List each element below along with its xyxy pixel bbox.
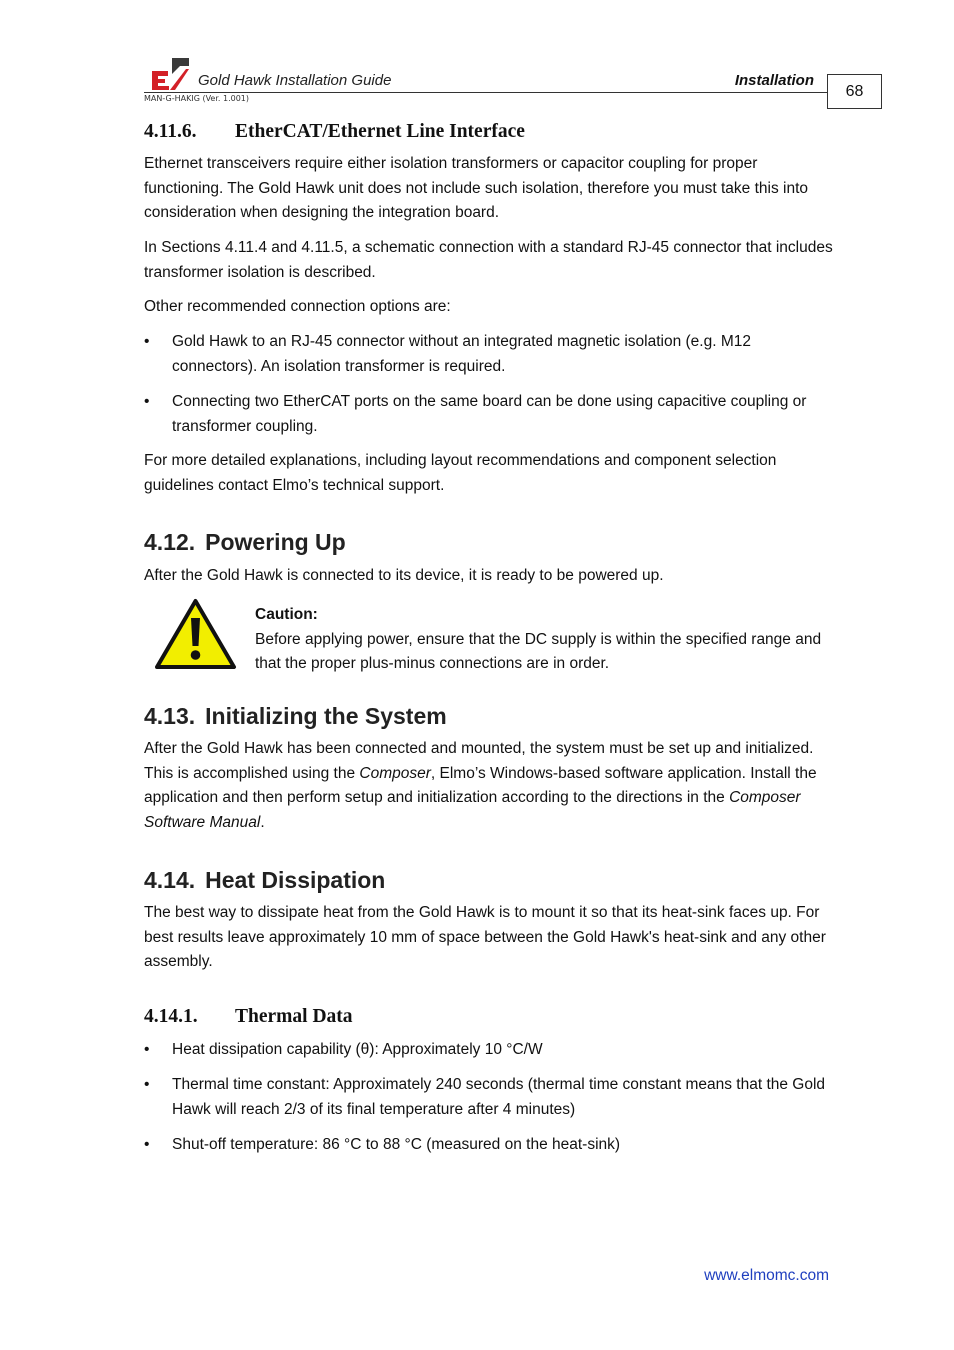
paragraph (144, 564, 834, 589)
caution-text: Before applying power, ensure that the DC supply is within the specified range and that the proper plus-minus connections are in order. (255, 630, 822, 673)
text-run: . (260, 813, 265, 831)
header-divider (144, 92, 827, 93)
paragraph (144, 737, 834, 835)
heading-4-11-6 (144, 121, 525, 143)
list-item-text: Connecting two EtherCAT ports on the same board can be done using capacitive coupling or transformer coupling. (172, 393, 807, 435)
caution-box (255, 603, 835, 677)
paragraph-text: The best way to dissipate heat from the Gold Hawk is to mount it so that its heat-sink faces up. For best results leave approximately 10 mm of space between the Gold Hawk's heat-sink and any other assembly. (144, 904, 826, 971)
list-item-text: Gold Hawk to an RJ-45 connector without an integrated magnetic isolation (e.g. M12 connectors). An isolation transformer is required. (172, 333, 751, 375)
page-number: 68 (827, 74, 882, 109)
text-run: After the Gold Hawk has been connected and mounted, the system must be set up and initialized. This is accomplished using the (144, 740, 814, 782)
heading-number: 4.14. (144, 867, 196, 893)
paragraph-text: Other recommended connection options are: (144, 298, 451, 315)
heading-title: Powering Up (205, 529, 346, 555)
heading-title: Heat Dissipation (205, 867, 386, 893)
heading-number: 4.13. (144, 703, 196, 729)
composer-emphasis: Composer (359, 764, 431, 782)
bullet-icon: • (144, 393, 150, 410)
paragraph-text: Ethernet transceivers require either isolation transformers or capacitor coupling for proper functioning. The Gold Hawk unit does not include such isolation, therefore you must take this into consideration when designing the integration board. (144, 155, 809, 222)
doc-title: Gold Hawk Installation Guide (198, 72, 392, 89)
bullet-icon: • (144, 1076, 150, 1093)
heading-number: 4.11.6. (144, 121, 197, 142)
bullet-icon: • (144, 1136, 150, 1153)
doc-code: MAN-G-HAKIG (Ver. 1.001) (144, 94, 250, 103)
paragraph (144, 449, 834, 498)
paragraph (144, 152, 834, 226)
heading-title: EtherCAT/Ethernet Line Interface (235, 121, 525, 142)
heading-number: 4.12. (144, 529, 196, 555)
text-run: , Elmo’s Windows-based software application. Install the application and then perform setup and initialization according to the directions in the (144, 764, 817, 807)
paragraph-text: After the Gold Hawk is connected to its device, it is ready to be powered up. (144, 567, 664, 584)
heading-title: Initializing the System (205, 703, 447, 729)
manual-emphasis: Composer Software Manual (144, 789, 801, 831)
bullet-icon: • (144, 333, 150, 350)
paragraph (144, 236, 834, 285)
paragraph (144, 901, 834, 975)
paragraph (144, 295, 834, 320)
paragraph-text: For more detailed explanations, including layout recommendations and component selection guidelines contact Elmo’s technical support. (144, 452, 777, 494)
section-label: Installation (734, 72, 814, 89)
caution-title: Caution: (255, 606, 318, 623)
heading-number: 4.14.1. (144, 1006, 198, 1027)
heading-title: Thermal Data (235, 1006, 353, 1027)
paragraph-text (144, 737, 834, 835)
paragraph-text: In Sections 4.11.4 and 4.11.5, a schematic connection with a standard RJ-45 connector that includes transformer isolation is described. (144, 239, 833, 281)
list-item-text: Shut-off temperature: 86 °C to 88 °C (measured on the heat-sink) (172, 1136, 621, 1153)
heading-4-14 (144, 867, 385, 894)
website-link[interactable]: www.elmomc.com (704, 1267, 829, 1284)
heading-4-13 (144, 703, 447, 730)
elmo-logo-icon (148, 57, 190, 91)
heading-4-12 (144, 529, 346, 556)
heading-4-14-1 (144, 1006, 353, 1028)
bullet-icon: • (144, 1041, 150, 1058)
warning-triangle-icon (154, 598, 237, 670)
list-item-text: Thermal time constant: Approximately 240 seconds (thermal time constant means that the Gold Hawk will reach 2/3 of its final temperature after 4 minutes) (172, 1076, 826, 1118)
list-item-text: Heat dissipation capability (θ): Approximately 10 °C/W (172, 1041, 543, 1058)
